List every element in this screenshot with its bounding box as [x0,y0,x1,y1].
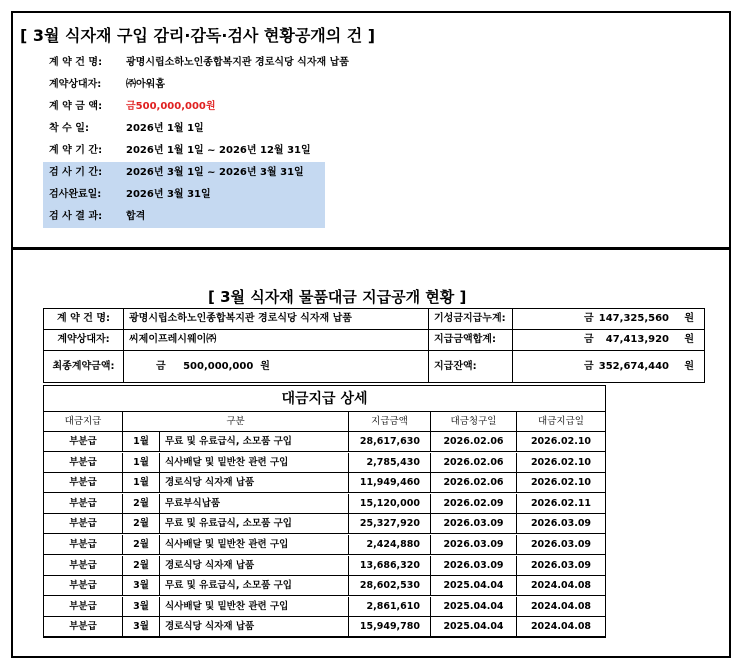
cell-item: 경로식당 식자재 납품 [160,473,349,493]
cell-amount: 25,327,920 [349,514,431,534]
cell-amount: 2,861,610 [349,597,431,617]
table-row [44,473,605,493]
cell-payment-type: 부분급 [44,556,123,576]
info-value: 2026년 1월 1일 [126,123,204,134]
column-header: 지급금액 [349,412,431,432]
cell-month: 1월 [123,453,160,473]
column-header: 구분 [123,412,349,432]
info-label: 검 사 결 과: [49,211,103,222]
cell-payment-type: 부분급 [44,535,123,555]
cell-claim-date: 2025.04.04 [431,617,517,637]
summary-label: 계 약 건 명: [44,309,124,330]
info-value: 광명시립소하노인종합복지관 경로식당 식자재 납품 [126,57,349,68]
info-value: 2026년 3월 1일 ~ 2026년 3월 31일 [126,167,304,178]
table-row [44,514,605,534]
cell-item: 식사배달 및 밑반찬 관련 구입 [160,453,349,473]
table-row [44,597,605,617]
cell-pay-date: 2026.02.10 [517,453,606,473]
cell-payment-type: 부분급 [44,453,123,473]
cell-month: 1월 [123,473,160,493]
info-label: 검 사 기 간: [49,167,103,178]
info-label: 계약상대자: [49,79,102,90]
table-row [44,617,605,637]
payment-summary-table [43,308,705,383]
info-label: 계 약 기 간: [49,145,103,156]
cell-claim-date: 2026.02.09 [431,494,517,514]
payment-detail-table [43,385,606,638]
summary-label: 기성금지급누계: [429,309,513,330]
contract-amount-value: 금500,000,000원 [126,101,216,112]
detail-title: 대금지급 상세 [44,386,605,412]
column-header: 대금청구일 [431,412,517,432]
cell-item: 식사배달 및 밑반찬 관련 구입 [160,597,349,617]
cell-amount: 2,785,430 [349,453,431,473]
cell-payment-type: 부분급 [44,473,123,493]
cell-pay-date: 2024.04.08 [517,617,606,637]
table-row [44,432,605,452]
cell-claim-date: 2026.02.06 [431,473,517,493]
cell-payment-type: 부분급 [44,576,123,596]
cell-month: 2월 [123,494,160,514]
table-row [44,494,605,514]
summary-label: 최종계약금액: [44,351,124,383]
cell-pay-date: 2024.04.08 [517,597,606,617]
column-header: 대금지급 [44,412,123,432]
info-label: 계 약 금 액: [49,101,103,112]
detail-header-row [44,412,605,432]
cell-item: 무료 및 유료급식, 소모품 구입 [160,514,349,534]
info-label: 계 약 건 명: [49,57,103,68]
cell-item: 무료부식납품 [160,494,349,514]
summary-paid-cumulative: 금 147,325,560 원 [513,309,705,330]
cell-month: 3월 [123,597,160,617]
summary-contract-name: 광명시립소하노인종합복지관 경로식당 식자재 납품 [124,309,429,330]
cell-item: 무료 및 유료급식, 소모품 구입 [160,432,349,452]
info-label: 착 수 일: [49,123,89,134]
cell-pay-date: 2026.02.10 [517,473,606,493]
cell-month: 3월 [123,576,160,596]
cell-claim-date: 2026.03.09 [431,535,517,555]
info-value: ㈜아워홈 [126,79,165,90]
info-row-contract-period [43,140,325,162]
cell-amount: 2,424,880 [349,535,431,555]
cell-amount: 11,949,460 [349,473,431,493]
cell-claim-date: 2025.04.04 [431,597,517,617]
info-value: 2026년 3월 31일 [126,189,211,200]
cell-item: 무료 및 유료급식, 소모품 구입 [160,576,349,596]
info-row-contract-name [43,52,349,74]
cell-claim-date: 2026.03.09 [431,514,517,534]
cell-pay-date: 2026.03.09 [517,556,606,576]
cell-payment-type: 부분급 [44,617,123,637]
cell-amount: 15,120,000 [349,494,431,514]
cell-pay-date: 2026.02.10 [517,432,606,452]
cell-month: 3월 [123,617,160,637]
cell-month: 2월 [123,556,160,576]
summary-partner: 씨제이프레시웨이㈜ [124,330,429,351]
info-row-inspection-period [43,162,325,184]
summary-label: 지급금액합계: [429,330,513,351]
info-row-partner [43,74,325,96]
table-row [44,453,605,473]
cell-pay-date: 2026.03.09 [517,535,606,555]
info-row-start-date [43,118,325,140]
cell-payment-type: 부분급 [44,597,123,617]
cell-pay-date: 2026.03.09 [517,514,606,534]
cell-payment-type: 부분급 [44,494,123,514]
cell-amount: 28,617,630 [349,432,431,452]
cell-pay-date: 2024.04.08 [517,576,606,596]
info-value: 합격 [126,211,146,222]
cell-item: 식사배달 및 밑반찬 관련 구입 [160,535,349,555]
info-row-amount [43,96,325,118]
table-row [44,535,605,555]
cell-pay-date: 2026.02.11 [517,494,606,514]
cell-amount: 13,686,320 [349,556,431,576]
summary-paid-total: 금 47,413,920 원 [513,330,705,351]
info-label: 검사완료일: [49,189,102,200]
cell-item: 경로식당 식자재 납품 [160,617,349,637]
cell-amount: 15,949,780 [349,617,431,637]
summary-label: 계약상대자: [44,330,124,351]
cell-amount: 28,602,530 [349,576,431,596]
cell-month: 2월 [123,514,160,534]
summary-balance: 금 352,674,440 원 [513,351,705,383]
cell-month: 1월 [123,432,160,452]
payment-title: [ 3월 식자재 물품대금 지급공개 현황 ] [208,288,467,306]
info-row-inspection-result [43,206,325,228]
cell-claim-date: 2026.02.06 [431,453,517,473]
cell-claim-date: 2025.04.04 [431,576,517,596]
cell-payment-type: 부분급 [44,432,123,452]
cell-payment-type: 부분급 [44,514,123,534]
column-header: 대금지급일 [517,412,606,432]
cell-item: 경로식당 식자재 납품 [160,556,349,576]
cell-claim-date: 2026.02.06 [431,432,517,452]
summary-label: 지급잔액: [429,351,513,383]
cell-month: 2월 [123,535,160,555]
table-row [44,576,605,596]
payment-section [11,248,731,658]
inspection-title: [ 3월 식자재 구입 감리·감독·검사 현황공개의 건 ] [20,26,376,45]
info-row-inspection-done [43,184,325,206]
info-value: 2026년 1월 1일 ~ 2026년 12월 31일 [126,145,311,156]
table-row [44,556,605,576]
cell-claim-date: 2026.03.09 [431,556,517,576]
summary-final-amount: 금 500,000,000 원 [124,351,429,383]
inspection-section [11,11,731,249]
